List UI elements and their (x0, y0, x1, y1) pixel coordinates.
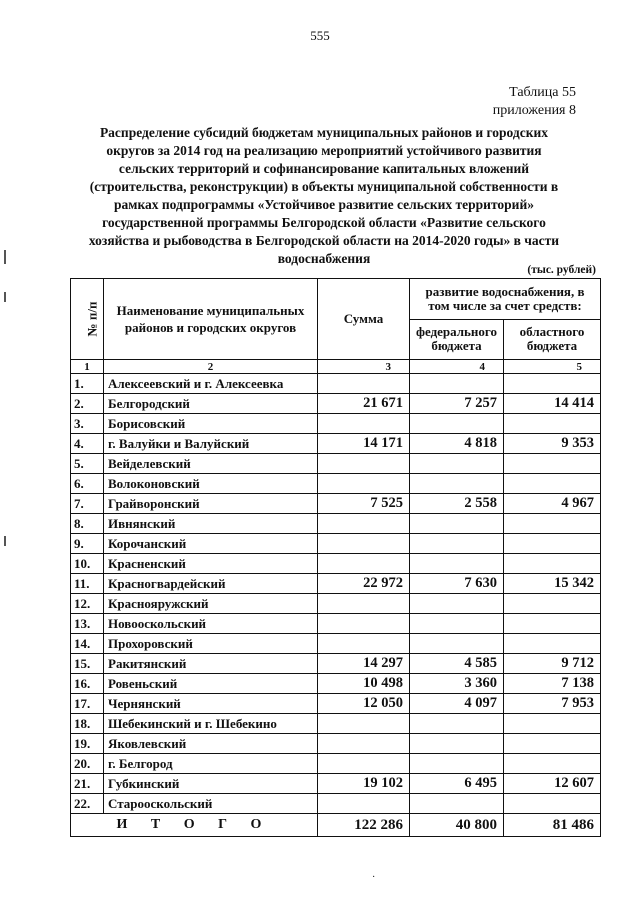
column-number: 2 (104, 360, 318, 374)
header-water-supply-group: развитие водоснабжения, в том числе за счет средств: (410, 279, 601, 320)
row-number: 4. (71, 434, 104, 454)
row-sum (318, 794, 410, 814)
row-federal: 4 818 (410, 434, 504, 454)
row-regional (504, 614, 601, 634)
row-number: 13. (71, 614, 104, 634)
row-sum (318, 594, 410, 614)
row-sum: 14 171 (318, 434, 410, 454)
document-title: Распределение субсидий бюджетам муниципальных районов и городских округов за 2014 год на реализацию мероприятий устойчивого развития сельских территорий и софинансирование капитальных вложений (строительства, реконструкции) в объекты муниципальной собственности в рамках подпрограммы «Устойчивое развитие сельских территорий» государственной программы Белгородской области «Развитие сельского хозяйства и рыбоводства в Белгородской области на 2014-2020 годы» в части водоснабжения (88, 125, 560, 266)
total-row (71, 814, 601, 837)
municipality-name: Прохоровский (104, 634, 318, 654)
margin-mark (4, 536, 6, 546)
table-row (71, 574, 601, 594)
row-number: 19. (71, 734, 104, 754)
table-row (71, 374, 601, 394)
row-number: 8. (71, 514, 104, 534)
row-number: 18. (71, 714, 104, 734)
municipality-name: Грайворонский (104, 494, 318, 514)
municipality-name: Корочанский (104, 534, 318, 554)
row-federal (410, 614, 504, 634)
row-federal (410, 374, 504, 394)
municipality-name: Яковлевский (104, 734, 318, 754)
row-number: 6. (71, 474, 104, 494)
row-federal (410, 534, 504, 554)
municipality-name: Чернянский (104, 694, 318, 714)
municipality-name: Краснояружский (104, 594, 318, 614)
municipality-name: Волоконовский (104, 474, 318, 494)
municipality-name: Ивнянский (104, 514, 318, 534)
table-row (71, 794, 601, 814)
row-federal (410, 414, 504, 434)
row-regional: 12 607 (504, 774, 601, 794)
row-number: 2. (71, 394, 104, 414)
table-row (71, 634, 601, 654)
row-sum: 19 102 (318, 774, 410, 794)
row-sum (318, 514, 410, 534)
column-number: 1 (71, 360, 104, 374)
column-number: 5 (504, 360, 601, 374)
row-sum: 21 671 (318, 394, 410, 414)
municipality-name: Алексеевский и г. Алексеевка (104, 374, 318, 394)
row-sum: 14 297 (318, 654, 410, 674)
row-sum (318, 754, 410, 774)
table-row (71, 594, 601, 614)
table-row (71, 414, 601, 434)
row-number: 1. (71, 374, 104, 394)
row-sum (318, 634, 410, 654)
table-row (71, 554, 601, 574)
row-federal: 4 585 (410, 654, 504, 674)
row-federal (410, 714, 504, 734)
row-number: 15. (71, 654, 104, 674)
table-row (71, 714, 601, 734)
municipality-name: Красногвардейский (104, 574, 318, 594)
table-label-line-2: приложения 8 (492, 103, 576, 118)
municipality-name: Красненский (104, 554, 318, 574)
header-no-label: № п/п (84, 301, 100, 337)
row-number: 22. (71, 794, 104, 814)
row-number: 10. (71, 554, 104, 574)
table-row (71, 494, 601, 514)
row-regional (504, 634, 601, 654)
row-number: 14. (71, 634, 104, 654)
row-number: 11. (71, 574, 104, 594)
table-row (71, 694, 601, 714)
row-regional: 15 342 (504, 574, 601, 594)
row-federal (410, 634, 504, 654)
row-regional (504, 514, 601, 534)
municipality-name: Ровеньский (104, 674, 318, 694)
table-row (71, 454, 601, 474)
row-federal (410, 554, 504, 574)
row-federal: 6 495 (410, 774, 504, 794)
row-federal (410, 454, 504, 474)
row-federal: 7 257 (410, 394, 504, 414)
row-federal: 2 558 (410, 494, 504, 514)
row-sum (318, 414, 410, 434)
municipality-name: Борисовский (104, 414, 318, 434)
table-row (71, 734, 601, 754)
subsidy-table (70, 278, 601, 837)
row-sum (318, 474, 410, 494)
margin-mark (4, 250, 6, 264)
total-regional: 81 486 (504, 814, 601, 837)
row-sum: 7 525 (318, 494, 410, 514)
municipality-name: Вейделевский (104, 454, 318, 474)
row-regional (504, 794, 601, 814)
row-regional: 7 953 (504, 694, 601, 714)
total-sum: 122 286 (318, 814, 410, 837)
row-sum: 12 050 (318, 694, 410, 714)
row-regional: 9 353 (504, 434, 601, 454)
table-row (71, 654, 601, 674)
row-number: 17. (71, 694, 104, 714)
header-no (71, 279, 104, 360)
row-federal (410, 474, 504, 494)
row-regional (504, 734, 601, 754)
row-sum (318, 714, 410, 734)
row-number: 5. (71, 454, 104, 474)
row-federal (410, 754, 504, 774)
table-label (493, 84, 576, 120)
column-number: 3 (318, 360, 410, 374)
row-regional (504, 454, 601, 474)
row-regional: 9 712 (504, 654, 601, 674)
row-number: 9. (71, 534, 104, 554)
row-federal: 7 630 (410, 574, 504, 594)
header-regional: областного бюджета (504, 319, 601, 360)
header-sum: Сумма (318, 279, 410, 360)
row-sum (318, 614, 410, 634)
row-regional (504, 474, 601, 494)
row-sum (318, 554, 410, 574)
table-row (71, 674, 601, 694)
row-number: 21. (71, 774, 104, 794)
row-number: 7. (71, 494, 104, 514)
row-number: 12. (71, 594, 104, 614)
row-regional: 7 138 (504, 674, 601, 694)
municipality-name: Ракитянский (104, 654, 318, 674)
row-federal (410, 794, 504, 814)
row-number: 3. (71, 414, 104, 434)
row-sum (318, 454, 410, 474)
row-sum (318, 734, 410, 754)
row-regional (504, 414, 601, 434)
table-header (71, 279, 601, 374)
row-federal (410, 514, 504, 534)
row-federal: 3 360 (410, 674, 504, 694)
municipality-name: г. Валуйки и Валуйский (104, 434, 318, 454)
table-row (71, 474, 601, 494)
row-federal (410, 594, 504, 614)
row-sum (318, 534, 410, 554)
row-federal: 4 097 (410, 694, 504, 714)
total-label: И Т О Г О (71, 814, 318, 837)
row-sum: 10 498 (318, 674, 410, 694)
row-regional: 14 414 (504, 394, 601, 414)
municipality-name: Старооскольский (104, 794, 318, 814)
header-federal: федерального бюджета (410, 319, 504, 360)
table-label-line-1: Таблица 55 (509, 85, 576, 100)
row-regional: 4 967 (504, 494, 601, 514)
row-regional (504, 714, 601, 734)
row-number: 20. (71, 754, 104, 774)
table-row (71, 394, 601, 414)
table-row (71, 754, 601, 774)
margin-mark (4, 292, 6, 302)
municipality-name: Новооскольский (104, 614, 318, 634)
row-federal (410, 734, 504, 754)
dot-mark: · (372, 872, 376, 883)
column-number: 4 (410, 360, 504, 374)
total-federal: 40 800 (410, 814, 504, 837)
table-row (71, 614, 601, 634)
row-sum: 22 972 (318, 574, 410, 594)
row-sum (318, 374, 410, 394)
table-row (71, 534, 601, 554)
row-number: 16. (71, 674, 104, 694)
municipality-name: Шебекинский и г. Шебекино (104, 714, 318, 734)
table-body (71, 374, 601, 814)
table-row (71, 514, 601, 534)
header-name: Наименование муниципальных районов и городских округов (104, 279, 318, 360)
table-row (71, 774, 601, 794)
row-regional (504, 754, 601, 774)
row-regional (504, 554, 601, 574)
row-regional (504, 374, 601, 394)
municipality-name: Белгородский (104, 394, 318, 414)
municipality-name: г. Белгород (104, 754, 318, 774)
page-number: 555 (310, 28, 330, 43)
municipality-name: Губкинский (104, 774, 318, 794)
row-regional (504, 534, 601, 554)
column-number-row (71, 360, 601, 374)
row-regional (504, 594, 601, 614)
table-row (71, 434, 601, 454)
units-note: (тыс. рублей) (527, 264, 596, 276)
